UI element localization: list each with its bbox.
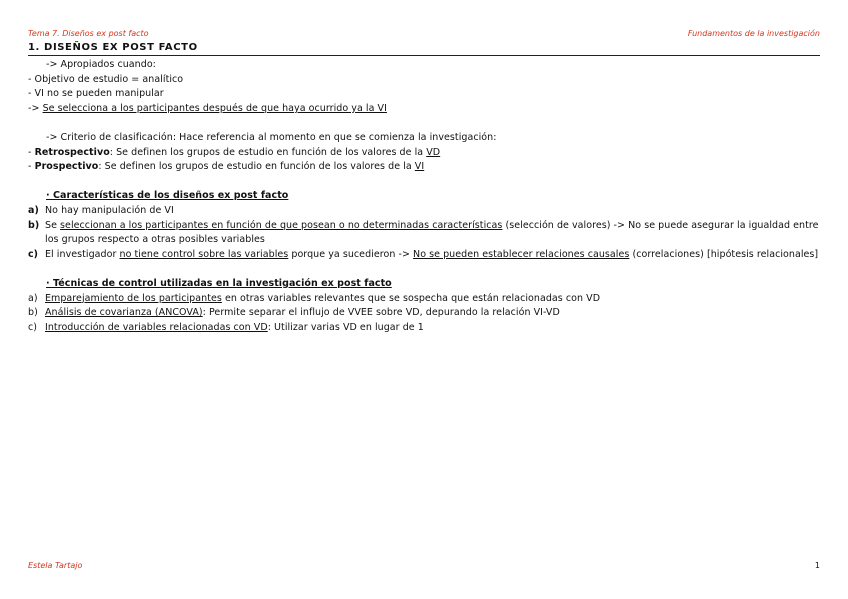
tecnicas-heading: · Técnicas de control utilizadas en la investigación ex post facto: [46, 277, 392, 289]
caracteristicas-item-a: [28, 204, 820, 219]
list-text: [45, 321, 820, 336]
prospectivo-text: : Se definen los grupos de estudio en función de los valores de la: [98, 161, 415, 173]
section-title: 1. DISEÑOS EX POST FACTO: [28, 42, 820, 56]
list-marker: c): [28, 248, 39, 260]
spacer: [28, 175, 820, 190]
list-marker: c): [28, 321, 38, 333]
retrospectivo-text: : Se definen los grupos de estudio en función de los valores de la: [109, 146, 427, 158]
dash: -: [28, 146, 35, 158]
text-span: (correlaciones) [hipótesis relacionales]: [629, 248, 819, 260]
list-text: [45, 219, 820, 248]
apropiados-intro: -> Apropiados cuando:: [46, 59, 156, 70]
text-span: Se: [45, 219, 61, 231]
arrow-text: Se selecciona a los participantes después de que haya ocurrido ya la VI: [42, 102, 387, 114]
document-body: [28, 58, 820, 335]
tecnicas-item-c: [28, 321, 820, 336]
list-text: [45, 248, 820, 263]
list-marker: b): [28, 219, 40, 231]
retrospectivo-vd: VD: [426, 146, 441, 158]
apropiados-item-1: - Objetivo de estudio = analítico: [28, 73, 184, 85]
underlined-span: Introducción de variables relacionadas con VD: [45, 321, 268, 333]
list-marker: a): [28, 292, 38, 304]
text-span: : Utilizar varias VD en lugar de 1: [267, 321, 424, 333]
apropiados-arrow-line: [28, 102, 820, 117]
prospectivo-vi: VI: [414, 161, 425, 173]
list-marker: a): [28, 204, 39, 216]
text-span: (selección de valores) -> No se puede asegurar la igualdad entre los grupos respecto a otras posibles variables: [45, 219, 819, 246]
text-span: en otras variables relevantes que se sospecha que están relacionadas con VD: [221, 292, 601, 304]
underlined-span: Emparejamiento de los participantes: [45, 292, 222, 304]
caracteristicas-heading: · Características de los diseños ex post facto: [46, 190, 289, 202]
criterio-intro: -> Criterio de clasificación: Hace referencia al momento en que se comienza la investigación:: [46, 131, 497, 143]
dash: -: [28, 161, 35, 173]
prospectivo-label: Prospectivo: [34, 161, 99, 173]
spacer: [28, 262, 820, 277]
list-text: [45, 292, 820, 307]
caracteristicas-item-b: [28, 219, 820, 248]
header-topic: Tema 7. Diseños ex post facto: [28, 29, 149, 38]
tecnicas-item-a: [28, 292, 820, 307]
apropiados-item-2: - VI no se pueden manipular: [28, 88, 164, 100]
underlined-span: no tiene control sobre las variables: [119, 248, 289, 260]
underlined-span: seleccionan a los participantes en función de que posean o no determinadas características: [60, 219, 503, 231]
page-number: 1: [814, 561, 820, 570]
text-span: El investigador: [45, 248, 120, 260]
text-span: porque ya sucedieron ->: [288, 248, 414, 260]
list-marker: b): [28, 307, 38, 319]
underlined-span: Análisis de covarianza (ANCOVA): [45, 307, 203, 319]
criterio-retrospectivo: [28, 146, 820, 161]
list-text: [45, 306, 820, 321]
arrow-prefix: ->: [28, 102, 43, 114]
caracteristicas-item-c: [28, 248, 820, 263]
tecnicas-item-b: [28, 306, 820, 321]
retrospectivo-label: Retrospectivo: [34, 146, 110, 158]
header-course: Fundamentos de la investigación: [687, 29, 820, 38]
spacer: [28, 116, 820, 131]
text-span: : Permite separar el influjo de VVEE sobre VD, depurando la relación VI-VD: [202, 307, 560, 319]
criterio-prospectivo: [28, 160, 820, 175]
footer-author: Estela Tartajo: [28, 561, 83, 570]
underlined-span: No se pueden establecer relaciones causales: [413, 248, 630, 260]
list-text: No hay manipulación de VI: [45, 204, 174, 216]
